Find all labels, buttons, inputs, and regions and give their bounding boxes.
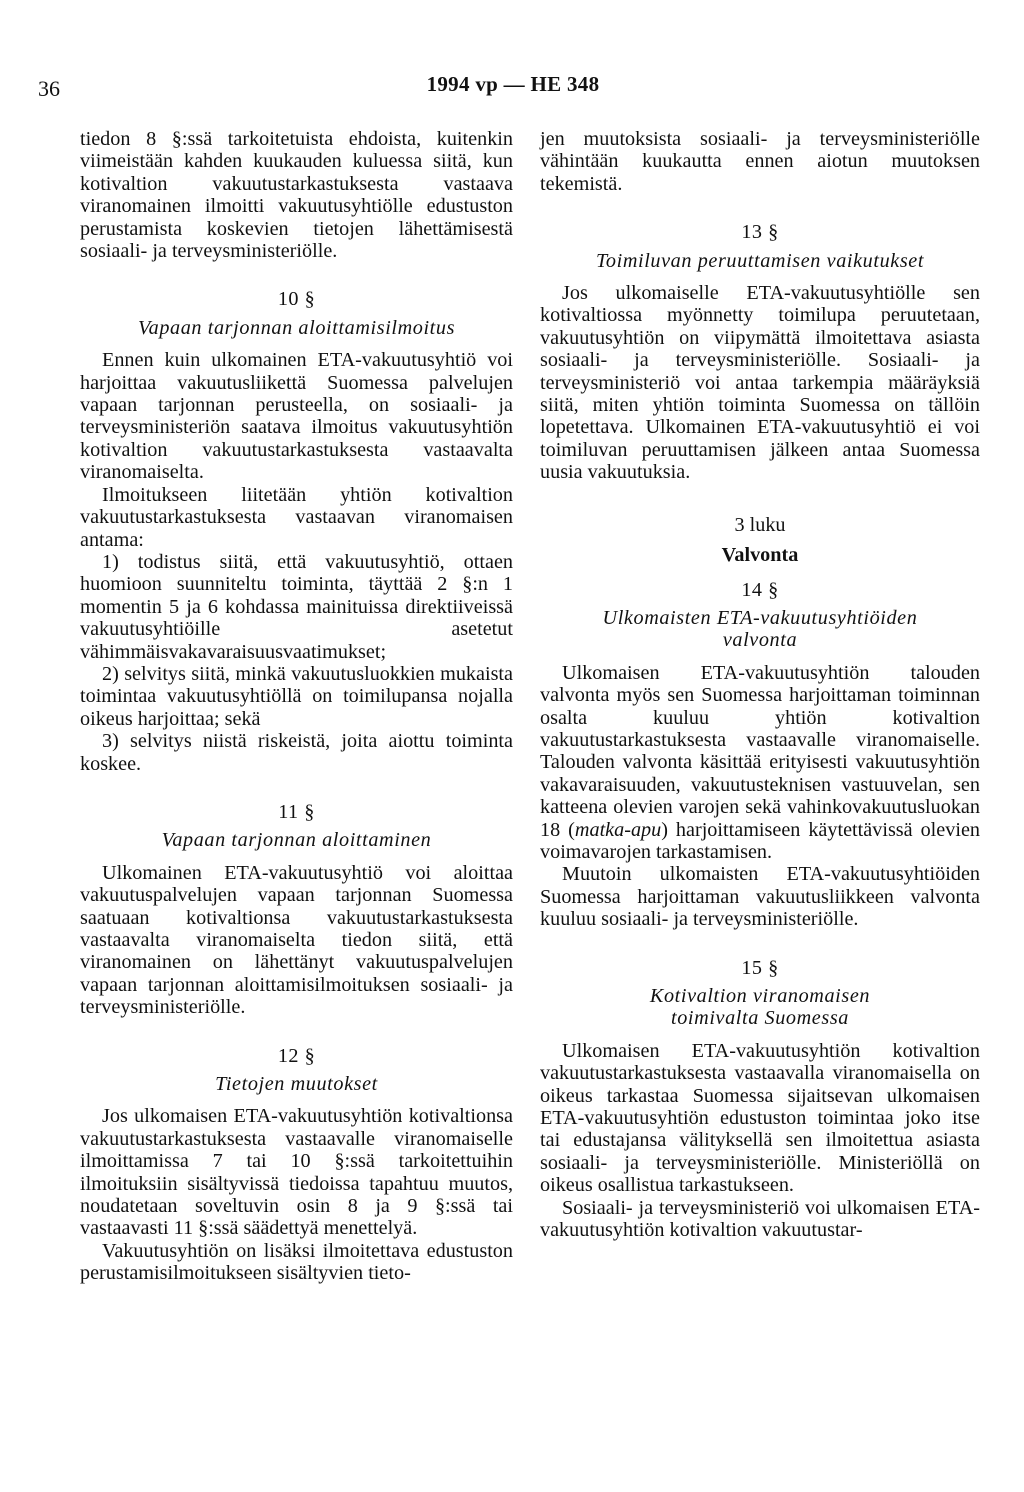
- section-11-title: Vapaan tarjonnan aloittaminen: [161, 829, 432, 852]
- section-10-item-1: 1) todistus siitä, että vakuutusyhtiö, ottaen huomioon suunniteltu toiminta, täyttää 2 §:n 1 momentin 5 ja 6 kohdassa mainituissa direktiiveissä vakuutusyhtiöille asetetut vähimmäisvakavaraisuusvaatimukset;: [80, 550, 513, 663]
- section-11-paragraph-1: Ulkomainen ETA-vakuutusyhtiö voi aloittaa vakuutuspalvelujen vapaan tarjonnan Suomessa saatuaan kotivaltionsa vakuutustarkastuksesta vastaavalta viranomaiselta tiedon siitä, että viranomainen on lähettänyt vakuutuspalvelujen vapaan tarjonnan aloittamisilmoituksen sosiaali- ja terveysministeriölle.: [80, 861, 513, 1019]
- section-14-title-line-2: valvonta: [722, 629, 798, 652]
- section-10-number: 10 §: [277, 288, 316, 311]
- chapter-3-number: 3 luku: [734, 513, 786, 536]
- section-11-number: 11 §: [278, 800, 315, 823]
- section-13-title: Toimiluvan peruuttamisen vaikutukset: [595, 249, 925, 272]
- paragraph-intro: tiedon 8 §:ssä tarkoitetuista ehdoista, kuitenkin viimeistään kahden kuukauden kuluessa siitä, kun kotivaltion vakuutustarkastuksesta vastaava viranomainen ilmoitti vakuutusyhtiölle edustuston perustamista koskevien tietojen lähettämisestä sosiaali- ja terveysministeriölle.: [80, 128, 513, 263]
- section-14-paragraph-1: [540, 662, 980, 864]
- section-14-paragraph-1-emphasis: matka-apu: [574, 818, 662, 841]
- section-14-paragraph-1-text-b: ) harjoittamiseen käytettävissä olevien voimavarojen tarkastamisen.: [540, 818, 980, 863]
- section-15-title-line-1: Kotivaltion viranomaisen: [649, 985, 871, 1007]
- section-12-number: 12 §: [277, 1044, 316, 1067]
- section-14-paragraph-1-text-a: Ulkomaisen ETA-vakuutusyhtiön talouden valvonta myös sen Suomessa harjoittaman toiminnan osalta kuuluu yhtiön kotivaltion vakuutustarkastuksesta vastaavalle viranomaiselle. Talouden valvonta käsittää erityisesti vakuutusyhtiön vakavaraisuuden, vakuutusteknisen vastuuvelan, sen katteena olevien varojen sekä vahinkovakuutusluokan 18 (: [540, 661, 980, 841]
- section-10-paragraph-2: Ilmoitukseen liitetään yhtiön kotivaltion vakuutustarkastuksesta vastaavan viranomaisen antama:: [80, 483, 513, 551]
- section-13-number: 13 §: [741, 221, 779, 244]
- left-column: [80, 128, 513, 1285]
- page-number: 36: [38, 76, 60, 101]
- section-10-item-2: 2) selvitys siitä, minkä vakuutusluokkien mukaista toimintaa vakuutusyhtiöllä on toimilupansa nojalla oikeus harjoittaa; sekä: [80, 662, 513, 730]
- paragraph-continued: jen muutoksista sosiaali- ja terveysministeriölle vähintään kuukautta ennen aiotun muutoksen tekemistä.: [540, 128, 980, 195]
- chapter-3-title: Valvonta: [721, 544, 799, 567]
- section-12-title: Tietojen muutokset: [215, 1073, 378, 1096]
- section-13-paragraph-1: Jos ulkomaiselle ETA-vakuutusyhtiölle sen kotivaltiossa myönnetty toimilupa peruutetaan, vakuutusyhtiön on viipymättä ilmoitettava asiasta sosiaali- ja terveysministeriölle. Sosiaali- ja terveysministeriö voi antaa tarkempia määräyksiä siitä, miten yhtiön toiminta Suomessa on tällöin lopetettava. Ulkomainen ETA-vakuutusyhtiö ei voi toimiluvan peruuttamisen jälkeen antaa Suomessa uusia vakuutuksia.: [540, 282, 980, 484]
- section-10-paragraph-1: Ennen kuin ulkomainen ETA-vakuutusyhtiö voi harjoittaa vakuutusliikettä Suomessa palvelujen vapaan tarjonnan perusteella, on sosiaali- ja terveysministeriön saatava ilmoitus vakuutusyhtiön kotivaltion vakuutustarkastuksesta vastaavalta viranomaiselta.: [80, 349, 513, 484]
- page-header: [38, 72, 988, 102]
- running-title: 1994 vp — HE 348: [426, 72, 600, 96]
- section-14-number: 14 §: [741, 578, 779, 601]
- section-12-paragraph-2: Vakuutusyhtiön on lisäksi ilmoitettava edustuston perustamisilmoitukseen sisältyvien tieto-: [80, 1239, 513, 1285]
- section-15-title-line-2: toimivalta Suomessa: [671, 1007, 849, 1030]
- section-14-title-line-1: Ulkomaisten ETA-vakuutusyhtiöiden: [602, 606, 918, 629]
- section-15-paragraph-2: Sosiaali- ja terveysministeriö voi ulkomaisen ETA-vakuutusyhtiön kotivaltion vakuutustar-: [540, 1196, 980, 1242]
- section-10-item-3: 3) selvitys niistä riskeistä, joita aiottu toiminta koskee.: [80, 730, 513, 775]
- section-10-title: Vapaan tarjonnan aloittamisilmoitus: [137, 316, 456, 339]
- section-14-paragraph-2: Muutoin ulkomaisten ETA-vakuutusyhtiöiden Suomessa harjoittaman vakuutusliikkeen valvonta kuuluu sosiaali- ja terveysministeriölle.: [540, 863, 980, 931]
- section-12-paragraph-1: Jos ulkomaisen ETA-vakuutusyhtiön kotivaltionsa vakuutustarkastuksesta vastaavalle viranomaiselle ilmoittamissa 7 tai 10 §:ssä tarkoitettuihin ilmoituksiin sisältyvissä tiedoissa tapahtuu muutos, noudatetaan soveltuvin osin 8 ja 9 §:ssä tai vastaavasti 11 §:ssä säädettyä menettelyä.: [80, 1105, 513, 1240]
- right-column: [540, 128, 980, 1241]
- section-15-number: 15 §: [741, 956, 779, 979]
- section-15-paragraph-1: Ulkomaisen ETA-vakuutusyhtiön kotivaltion vakuutustarkastuksesta vastaavalla viranomaisella on oikeus tarkastaa Suomessa sijaitsevan ulkomaisen ETA-vakuutusyhtiön edustuston toimintaa joko itse tai edustajansa välityksellä sen ilmoitettua asiasta sosiaali- ja terveysministeriölle. Ministeriöllä on oikeus osallistua tarkastukseen.: [540, 1039, 980, 1197]
